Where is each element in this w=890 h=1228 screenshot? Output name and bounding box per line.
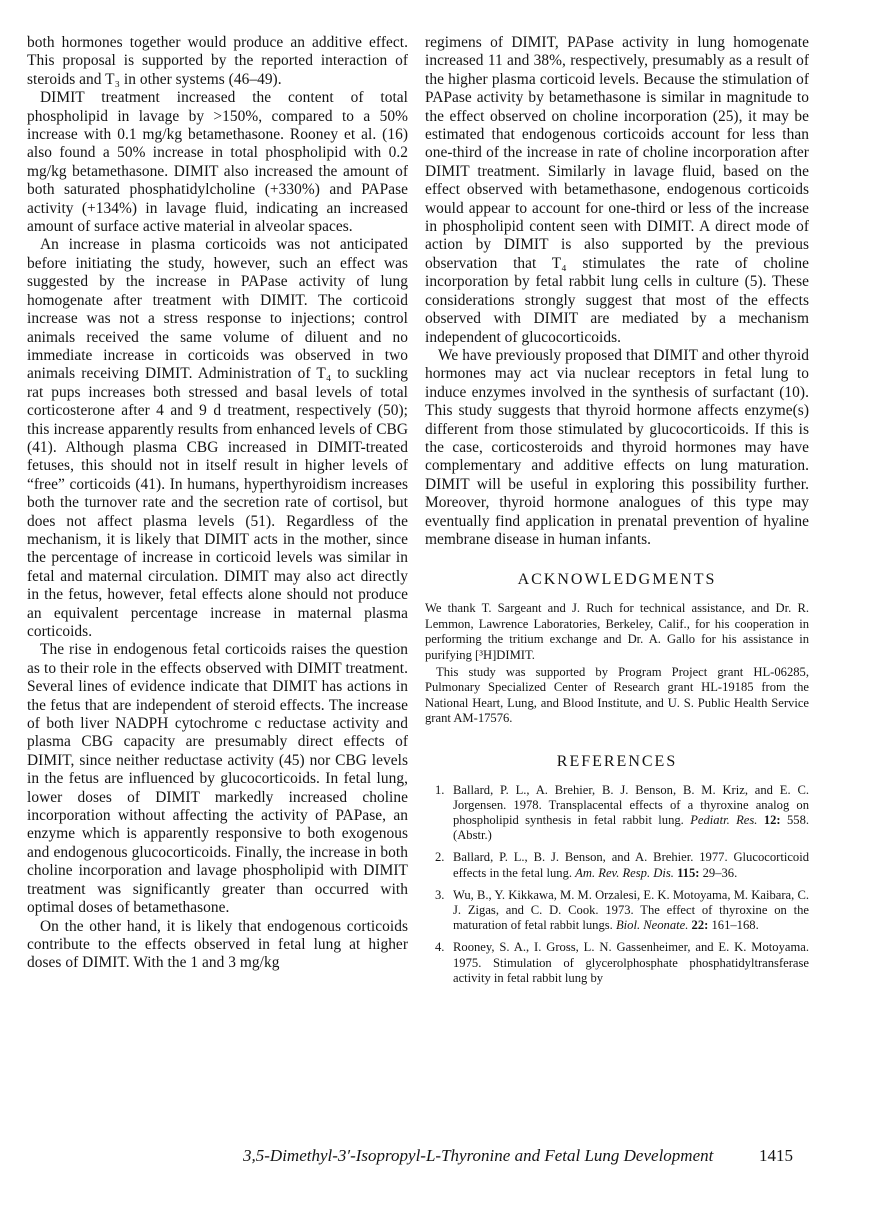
reference-pages: 29–36.: [699, 865, 738, 880]
reference-pages: 161–168.: [708, 918, 759, 933]
reference-item: [425, 850, 809, 880]
body-paragraph: We have previously proposed that DIMIT and other thyroid hormones may act via nuclear receptors in fetal lung to induce enzymes involved in the synthesis of surfactant (10). This study suggests that thyroid hormone affects enzyme(s) different from those stimulated by glucocorticoids. If this is the case, corticosteroids and thyroid hormones may have complementary and additive effects on lung maturation. DIMIT will be useful in exploring this possibility further. Moreover, thyroid hormone analogues of this type may eventually find application in prenatal prevention of hyaline membrane disease in human infants.: [425, 346, 809, 548]
acknowledgments-section: [425, 601, 809, 726]
reference-volume: 22:: [691, 918, 709, 933]
reference-journal: Pediatr. Res.: [690, 813, 758, 828]
reference-journal: Biol. Neonate.: [615, 918, 689, 933]
reference-volume: 115:: [677, 865, 700, 880]
reference-number: 4.: [435, 940, 445, 955]
reference-number: 2.: [435, 850, 445, 865]
reference-item: [425, 888, 809, 934]
reference-authors-title: Rooney, S. A., I. Gross, L. N. Gassenheimer, and E. K. Motoyama. 1975. Stimulation of glycerolphosphate phosphatidyltransferase activity in fetal rabbit lung by: [453, 940, 809, 985]
acknowledgments-heading: ACKNOWLEDGMENTS: [517, 571, 717, 589]
body-paragraph: On the other hand, it is likely that endogenous corticoids contribute to the effects observed in fetal lung at higher doses of DIMIT. With the 1 and 3 mg/kg: [27, 917, 408, 972]
reference-item: [425, 940, 809, 986]
reference-list: [425, 783, 809, 986]
running-title: 3,5-Dimethyl-3′-Isopropyl-L-Thyronine and Fetal Lung Development: [243, 1146, 714, 1165]
body-paragraph: The rise in endogenous fetal corticoids raises the question as to their role in the effects observed with DIMIT treatment. Several lines of evidence indicate that DIMIT has actions in the fetus that are independent of steroid effects. The increase of both liver NADPH cytochrome c reductase activity and plasma CBG capacity are presumably direct effects of DIMIT, since neither reductase activity (45) nor CBG levels in the fetus are influenced by glucocorticoids. In fetal lung, lower doses of DIMIT markedly increased choline incorporation without affecting the activity of PAPase, an enzyme which is apparently responsive to both exogenous and endogenous glucocorticoids. Finally, the increase in both choline incorporation and lavage phospholipid with DIMIT treatment was significantly greater than occurred with optimal doses of betamethasone.: [27, 641, 408, 917]
body-paragraph: An increase in plasma corticoids was not anticipated before initiating the study, however, such an effect was suggested by the increase in PAPase activity of lung homogenate after treatment with DIMIT. The corticoid increase was not a stress response to injections; control animals received the same volume of diluent and no immediate increase in corticoids was observed in two animals receiving DIMIT. Administration of T₄ to suckling rat pups increases both stressed and basal levels of total corticosterone after 4 and 9 d treatment, respectively (50); this increase apparently results from enhanced levels of CBG (41). Although plasma CBG increased in DIMIT-treated fetuses, this should not in itself result in higher levels of “free” corticoids (41). In humans, hyperthyroidism increases both the turnover rate and the secretion rate of cortisol, but does not affect plasma levels (51). Regardless of the mechanism, it is likely that DIMIT acts in the mother, since the percentage of increase in corticoid levels was similar in fetal and maternal circulation. DIMIT may also act directly in the fetus, however, fetal effects alone should not produce an equivalent percentage increase in maternal plasma corticoids.: [27, 236, 408, 640]
reference-authors-title: Wu, B., Y. Kikkawa, M. M. Orzalesi, E. K. Motoyama, M. Kaibara, C. J. Zigas, and C. D. Cook. 1973. The effect of thyroxine on the maturation of fetal rabbit lungs.: [453, 887, 809, 933]
reference-pages: 558. (Abstr.): [453, 813, 810, 843]
reference-volume: 12:: [763, 813, 781, 828]
body-paragraph: both hormones together would produce an additive effect. This proposal is supported by the reported interaction of steroids and T₃ in other systems (46–49).: [27, 34, 408, 88]
body-paragraph: DIMIT treatment increased the content of total phospholipid in lavage by >150%, compared to a 50% increase with 0.1 mg/kg betamethasone. Rooney et al. (16) also found a 50% increase in total phospholipid with 0.2 mg/kg betamethasone. DIMIT also increased the amount of both saturated phosphatidylcholine (+330%) and PAPase activity (+134%) in lavage fluid, indicating an increased amount of surface active material in alveolar spaces.: [27, 89, 408, 236]
reference-number: 1.: [435, 782, 445, 797]
body-paragraph: regimens of DIMIT, PAPase activity in lung homogenate increased 11 and 38%, respectively, presumably as a result of the higher plasma corticoid levels. Because the stimulation of PAPase activity by betamethasone is similar in magnitude to the effect observed on choline incorporation (25), it may be estimated that endogenous corticoids account for less than one-third of the increase in rate of choline incorporation after DIMIT treatment. Similarly in lavage fluid, based on the effect observed with betamethasone, endogenous corticoids would appear to account for one-third or less of the increase in phospholipid content seen with DIMIT. A direct mode of action by DIMIT is also supported by the previous observation that T₄ stimulates the rate of choline incorporation by fetal rabbit lung cells in culture (5). These considerations strongly suggest that most of the effects observed with DIMIT are mediated by a mechanism independent of glucocorticoids.: [425, 34, 809, 346]
acknowledgments-paragraph: We thank T. Sargeant and J. Ruch for technical assistance, and Dr. R. Lemmon, Lawrence Laboratories, Berkeley, Calif., for his cooperation in performing the tritium exchange and Dr. A. Gallo for his assistance in purifying [³H]DIMIT.: [425, 601, 809, 662]
reference-item: [425, 783, 809, 844]
left-column: [27, 34, 408, 973]
discussion-continued: [425, 34, 809, 549]
right-column: [425, 34, 809, 993]
reference-authors-title: Ballard, P. L., A. Brehier, B. J. Benson, B. M. Kriz, and E. C. Jorgensen. 1978. Transplacental effects of a thyroxine analog on phospholipid synthesis in fetal rabbit lung.: [453, 782, 809, 828]
reference-authors-title: Ballard, P. L., B. J. Benson, and A. Brehier. 1977. Glucocorticoid effects in the fetal lung.: [453, 850, 809, 880]
acknowledgments-paragraph: This study was supported by Program Project grant HL-06285, Pulmonary Specialized Center of Research grant HL-19185 from the National Heart, Lung, and Blood Institute, and U. S. Public Health Service grant AM-17576.: [425, 665, 809, 726]
reference-number: 3.: [435, 887, 445, 902]
page-number: 1415: [759, 1146, 793, 1165]
references-heading: REFERENCES: [556, 752, 678, 770]
reference-journal: Am. Rev. Resp. Dis.: [575, 865, 674, 880]
